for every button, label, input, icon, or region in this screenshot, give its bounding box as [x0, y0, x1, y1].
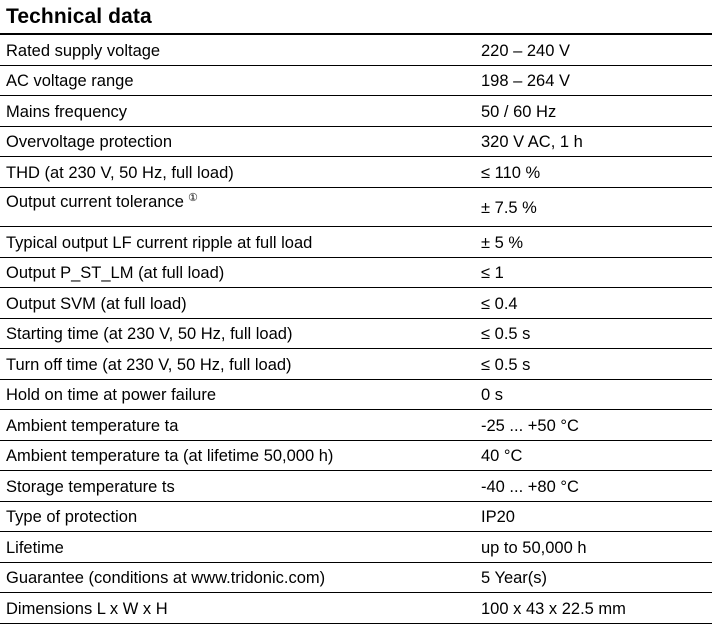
parameter-label: Storage temperature ts — [6, 477, 175, 496]
table-row — [0, 258, 712, 289]
parameter-value: ± 5 % — [481, 233, 524, 252]
table-row — [0, 188, 712, 228]
table-row — [0, 66, 712, 97]
parameter-value: 220 – 240 V — [481, 41, 570, 60]
parameter-value: 320 V AC, 1 h — [481, 133, 583, 151]
table-row — [0, 288, 712, 319]
parameter-label: AC voltage range — [6, 72, 134, 90]
parameter-label-wrapper — [6, 188, 198, 212]
parameter-value: 40 °C — [481, 447, 523, 465]
parameter-value: 198 – 264 V — [481, 72, 570, 90]
parameter-label: Typical output LF current ripple at full load — [6, 233, 313, 252]
table-row — [0, 441, 712, 472]
table-row — [0, 96, 712, 127]
table-row — [0, 532, 712, 563]
table-row — [0, 127, 712, 158]
table-row — [0, 227, 712, 258]
parameter-value: ≤ 0.5 s — [481, 355, 531, 374]
parameter-label: Rated supply voltage — [6, 41, 161, 60]
parameter-label: Ambient temperature ta (at lifetime 50,000 h) — [6, 447, 334, 465]
parameter-label: Ambient temperature ta — [6, 416, 179, 435]
parameter-label: Output current tolerance — [6, 193, 184, 211]
parameter-value: ≤ 0.4 — [481, 294, 518, 313]
parameter-value: -25 ... +50 °C — [481, 416, 579, 435]
parameter-value: -40 ... +80 °C — [481, 477, 579, 496]
table-row — [0, 502, 712, 533]
table-row — [0, 593, 712, 624]
parameter-value: ≤ 1 — [481, 264, 504, 282]
table-row — [0, 380, 712, 411]
parameter-label: Hold on time at power failure — [6, 386, 217, 404]
parameter-label: Dimensions L x W x H — [6, 599, 168, 618]
parameter-value: 5 Year(s) — [481, 569, 548, 587]
table-row — [0, 157, 712, 188]
parameter-label: Guarantee (conditions at www.tridonic.com) — [6, 569, 326, 587]
parameter-label: Overvoltage protection — [6, 133, 173, 151]
parameter-value: ≤ 0.5 s — [481, 325, 531, 343]
parameter-label: Output SVM (at full load) — [6, 294, 187, 313]
table-row — [0, 349, 712, 380]
technical-data-table — [0, 35, 712, 624]
footnote-marker: ① — [187, 192, 198, 204]
table-row — [0, 563, 712, 594]
table-row — [0, 471, 712, 502]
parameter-label: Starting time (at 230 V, 50 Hz, full load) — [6, 325, 293, 343]
table-row — [0, 35, 712, 66]
parameter-label: Turn off time (at 230 V, 50 Hz, full load) — [6, 355, 292, 374]
parameter-label: Type of protection — [6, 508, 138, 526]
parameter-value: up to 50,000 h — [481, 538, 587, 557]
parameter-value: IP20 — [481, 508, 515, 526]
parameter-value: 0 s — [481, 386, 504, 404]
parameter-label: THD (at 230 V, 50 Hz, full load) — [6, 163, 234, 182]
table-row — [0, 410, 712, 441]
parameter-value: ≤ 110 % — [481, 163, 541, 182]
parameter-value: ± 7.5 % — [481, 199, 537, 217]
section-title: Technical data — [6, 5, 152, 28]
table-row — [0, 319, 712, 350]
parameter-label: Mains frequency — [6, 102, 128, 121]
parameter-value: 100 x 43 x 22.5 mm — [481, 599, 626, 618]
parameter-label: Lifetime — [6, 538, 64, 557]
parameter-label: Output P_ST_LM (at full load) — [6, 264, 225, 282]
parameter-value: 50 / 60 Hz — [481, 102, 557, 121]
